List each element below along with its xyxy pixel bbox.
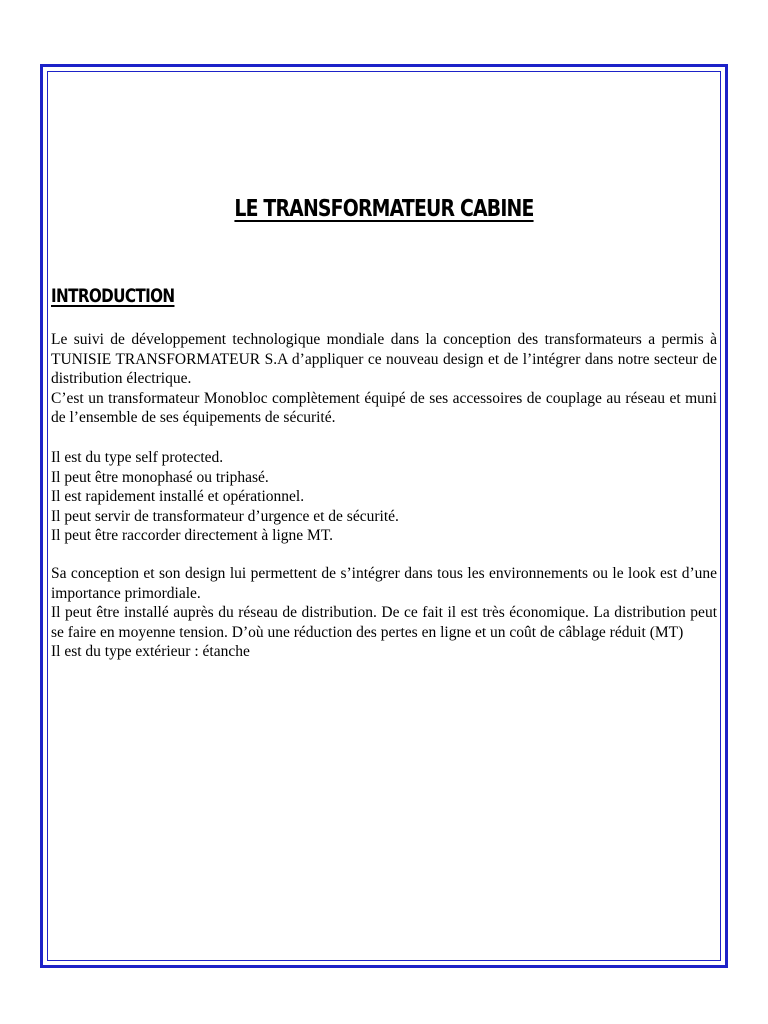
design-paragraph: Il est du type extérieur : étanche (51, 643, 250, 660)
intro-paragraph: C’est un transformateur Monobloc complètement équipé de ses accessoires de couplage au réseau et muni de l’ensemble de ses équipements de sécurité. (51, 389, 717, 426)
feature-item: Il est rapidement installé et opérationnel. (51, 488, 305, 505)
design-paragraph: Sa conception et son design lui permettent de s’intégrer dans tous les environnements ou le look est d’une importance primordiale. (51, 565, 717, 602)
feature-item: Il est du type self protected. (51, 449, 224, 466)
intro-paragraph: Le suivi de développement technologique mondiale dans la conception des transformateurs a permis à TUNISIE TRANSFORMATEUR S.A d’appliquer ce nouveau design et de l’intégrer dans notre secteur de distribution électrique. (51, 331, 717, 387)
section-heading: INTRODUCTION (51, 285, 175, 307)
document-title-text: LE TRANSFORMATEUR CABINE (234, 196, 534, 222)
document-title (69, 196, 699, 222)
design-paragraph: Il peut être installé auprès du réseau de distribution. De ce fait il est très économique. La distribution peut se faire en moyenne tension. D’où une réduction des pertes en ligne et un coût de câblage réduit (MT) (51, 604, 717, 641)
feature-item: Il peut être raccorder directement à ligne MT. (51, 527, 334, 544)
intro-section (51, 330, 717, 428)
features-list (51, 448, 717, 546)
feature-item: Il peut être monophasé ou triphasé. (51, 468, 269, 486)
feature-item: Il peut servir de transformateur d’urgence et de sécurité. (51, 507, 399, 525)
design-section (51, 564, 717, 662)
